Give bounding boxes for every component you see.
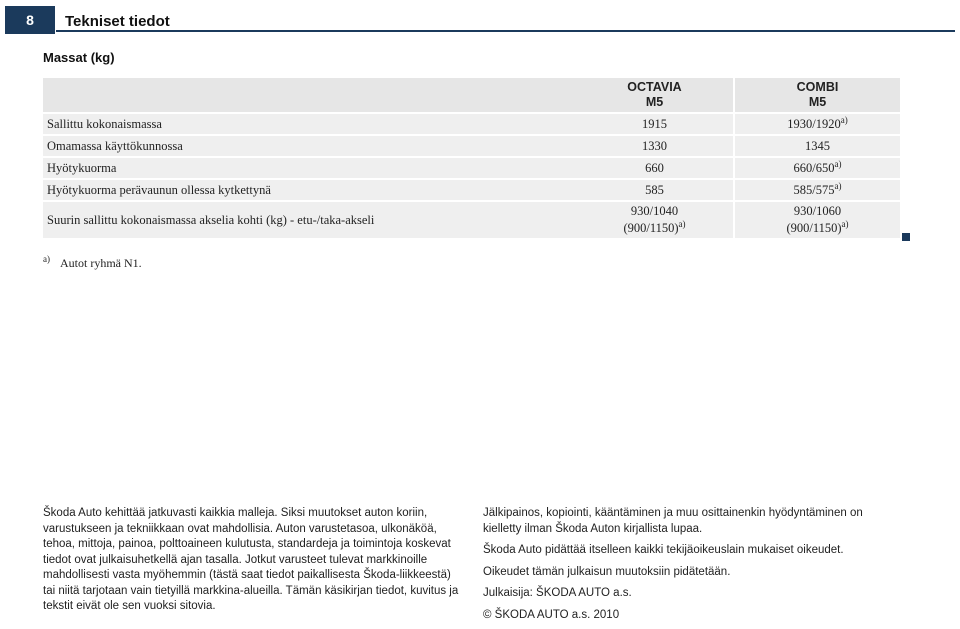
table-header-row [43,78,900,112]
table-row [43,202,900,238]
footnote-ref: a) [834,159,842,170]
column-header-line2: M5 [645,95,664,109]
section-title: Massat (kg) [43,50,115,65]
column-header-line1: OCTAVIA [627,80,682,94]
combi-value-text: 1930/1920 [787,117,841,132]
copyright-block [483,506,903,629]
octavia-value: 660 [576,158,733,178]
table-row [43,158,900,178]
combi-value-line2: (900/1150) [786,221,842,236]
octavia-value-line1: 930/1040 [630,203,679,218]
column-header-line2: M5 [808,95,827,109]
octavia-value: 585 [576,180,733,200]
footnote-ref: a) [678,218,686,229]
column-header-line1: COMBI [796,80,839,94]
table-header-label [43,78,576,112]
combi-value [733,180,900,200]
combi-value [733,158,900,178]
octavia-value [576,202,733,238]
octavia-value-line2: (900/1150) [623,221,679,236]
footnote-mark: a) [43,254,50,264]
table-row [43,114,900,134]
octavia-value: 1915 [576,114,733,134]
combi-value [733,202,900,238]
row-label: Omamassa käyttökunnossa [43,136,576,156]
footnote [43,254,142,271]
reproduction-notice: Jälkipainos, kopiointi, kääntäminen ja muu osittainenkin hyödyntäminen on kielletty ilman Škoda Auton kirjallista lupaa. [483,507,863,535]
page-number: 8 [5,6,55,34]
combi-value-text: 585/575 [793,183,835,198]
changes-notice: Oikeudet tämän julkaisun muutoksiin pidätetään. [483,565,731,578]
page-title: Tekniset tiedot [65,13,170,30]
combi-value-line1: 930/1060 [793,203,842,218]
column-header-octavia [576,78,733,112]
column-header-combi [733,78,900,112]
section-end-marker [902,233,910,241]
copyright-line: © ŠKODA AUTO a.s. 2010 [483,608,620,621]
combi-value [733,114,900,134]
combi-value-text: 660/650 [793,161,835,176]
publisher: Julkaisija: ŠKODA AUTO a.s. [483,587,632,599]
footnote-ref: a) [840,115,848,126]
row-label: Hyötykuorma [43,158,576,178]
row-label: Sallittu kokonaismassa [43,114,576,134]
row-label: Suurin sallittu kokonaismassa akselia kohti (kg) - etu-/taka-akseli [43,202,576,238]
footnote-ref: a) [841,218,849,229]
table-row [43,180,900,200]
footnote-ref: a) [834,181,842,192]
mass-table [43,76,900,240]
header-divider [56,30,955,32]
combi-value: 1345 [733,136,900,156]
disclaimer-text: Škoda Auto kehittää jatkuvasti kaikkia malleja. Siksi muutokset auton koriin, varustukseen ja tekniikkaan ovat mahdollisia. Auton varustetasoa, ulkonäköä, tehoa, mittoja, painoa, polttoaineen kulutusta, standardeja ja toimintoja koskevat tiedot ovat julkaisuhetkellä ajan tasalla. Jotkut varusteet tulevat markkinoille mahdollisesti vasta myöhemmin (tästä saat tiedot paikallisesta Škoda-liikkeestä) tai niitä tarjotaan vain tietyillä markkina-alueilla. Tämän käsikirjan tiedot, kuvitus ja tekstit eivät ole sen vuoksi sitovia. [43,507,459,612]
rights-notice: Škoda Auto pidättää itselleen kaikki tekijäoikeuslain mukaiset oikeudet. [483,544,844,556]
footnote-text: Autot ryhmä N1. [60,256,142,270]
octavia-value: 1330 [576,136,733,156]
row-label: Hyötykuorma perävaunun ollessa kytkettynä [43,180,576,200]
table-row [43,136,900,156]
